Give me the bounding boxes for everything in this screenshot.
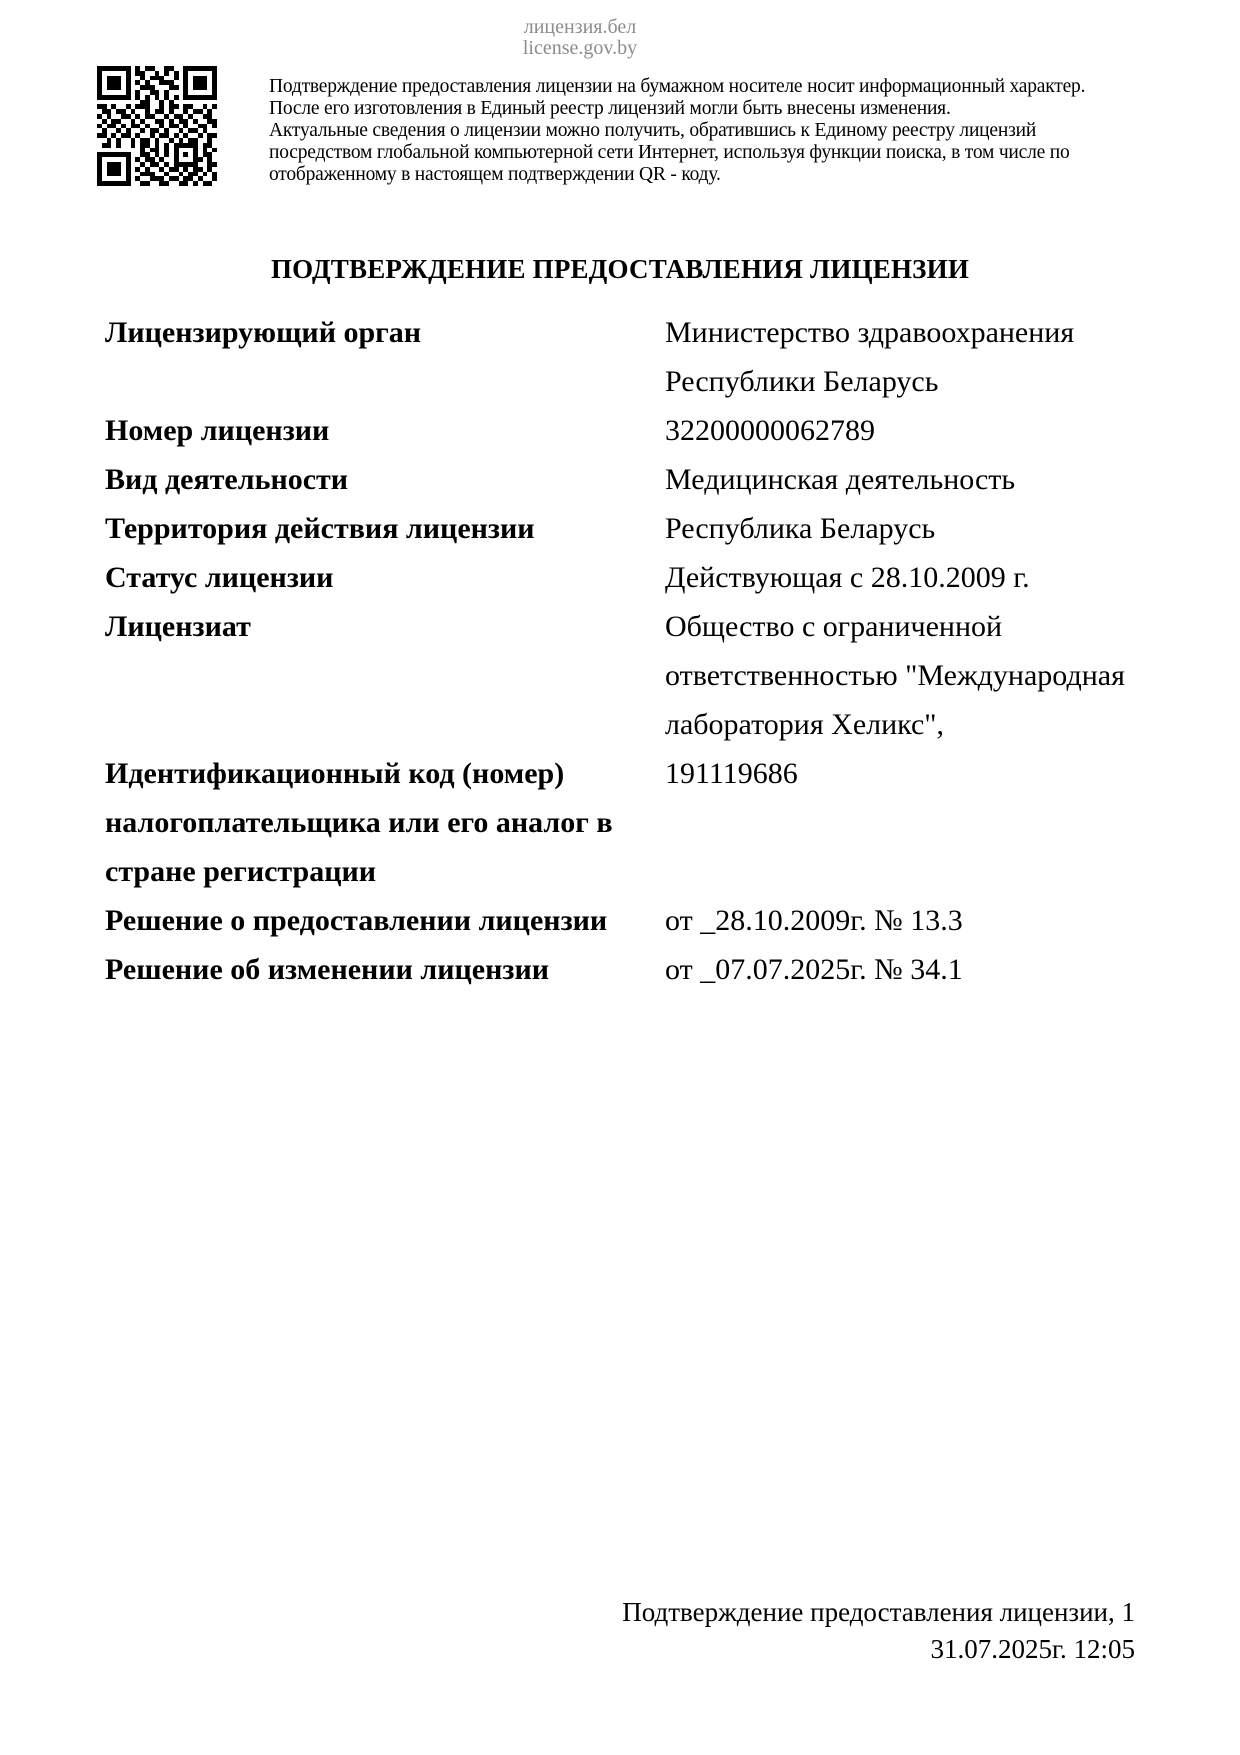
field-value	[665, 749, 1135, 798]
notice-paragraph	[269, 76, 1085, 186]
field-label-line: Решение об изменении лицензии	[105, 953, 550, 986]
field-value-line: от _07.07.2025г. № 34.1	[665, 953, 963, 986]
field-value-line: лаборатория Хеликс",	[665, 708, 945, 741]
field-label	[105, 945, 665, 994]
field-label	[105, 553, 665, 602]
field-label	[105, 455, 665, 504]
field-row	[105, 896, 1135, 945]
field-value-line: Действующая с 28.10.2009 г.	[665, 561, 1030, 594]
qr-module	[212, 181, 217, 186]
field-value	[665, 406, 1135, 455]
field-label-line: Лицензиат	[105, 610, 251, 643]
page-footer	[622, 1594, 1135, 1668]
brand-line-latin: license.gov.by	[522, 37, 638, 59]
field-value-line: Республики Беларусь	[665, 365, 939, 398]
field-row	[105, 945, 1135, 994]
field-label-line: Статус лицензии	[105, 561, 334, 594]
footer-document-line: Подтверждение предоставления лицензии, 1	[622, 1597, 1135, 1627]
field-value	[665, 504, 1135, 553]
field-value	[665, 553, 1135, 602]
field-label-line: Территория действия лицензии	[105, 512, 535, 545]
page-title: ПОДТВЕРЖДЕНИЕ ПРЕДОСТАВЛЕНИЯ ЛИЦЕНЗИИ	[270, 254, 970, 284]
field-label-line: Номер лицензии	[105, 414, 330, 447]
field-label-line: Идентификационный код (номер)	[105, 757, 565, 790]
field-row	[105, 308, 1135, 406]
field-label-line: налогоплательщика или его аналог в	[105, 806, 613, 839]
field-row	[105, 602, 1135, 749]
field-value	[665, 896, 1135, 945]
field-label	[105, 896, 665, 945]
field-label	[105, 504, 665, 553]
field-label	[105, 602, 665, 651]
field-value-line: 32200000062789	[665, 414, 875, 447]
field-label	[105, 308, 665, 357]
field-row	[105, 749, 1135, 896]
field-value-line: Республика Беларусь	[665, 512, 936, 545]
field-value	[665, 945, 1135, 994]
field-row	[105, 504, 1135, 553]
field-value-line: 191119686	[665, 757, 798, 790]
field-value	[665, 308, 1135, 406]
footer-timestamp: 31.07.2025г. 12:05	[930, 1634, 1135, 1664]
field-value-line: ответственностью "Международная	[665, 659, 1125, 692]
field-label-line: Вид деятельности	[105, 463, 349, 496]
field-label	[105, 406, 665, 455]
notice-line: Подтверждение предоставления лицензии на бумажном носителе носит информационный характер.	[269, 76, 1086, 97]
field-value-line: Медицинская деятельность	[665, 463, 1016, 496]
brand-line-cyrillic: лицензия.бел	[523, 16, 637, 38]
notice-line: отображенному в настоящем подтверждении QR - коду.	[269, 164, 721, 185]
field-label-line: Решение о предоставлении лицензии	[105, 904, 608, 937]
field-value	[665, 602, 1135, 749]
field-value-line: Общество с ограниченной	[665, 610, 1003, 643]
field-label	[105, 749, 665, 896]
field-row	[105, 455, 1135, 504]
field-value-line: Министерство здравоохранения	[665, 316, 1075, 349]
field-row	[105, 553, 1135, 602]
field-value	[665, 455, 1135, 504]
field-value-line: от _28.10.2009г. № 13.3	[665, 904, 963, 937]
notice-line: посредством глобальной компьютерной сети Интернет, используя функции поиска, в том числе по	[269, 142, 1070, 163]
field-label-line: стране регистрации	[105, 855, 377, 888]
notice-line: После его изготовления в Единый реестр лицензий могли быть внесены изменения.	[269, 98, 951, 119]
license-fields-table	[105, 308, 1135, 994]
field-label-line: Лицензирующий орган	[105, 316, 422, 349]
notice-line: Актуальные сведения о лицензии можно получить, обратившись к Единому реестру лицензий	[269, 120, 1037, 141]
site-brand	[0, 17, 1160, 59]
qr-code	[97, 66, 217, 186]
field-row	[105, 406, 1135, 455]
